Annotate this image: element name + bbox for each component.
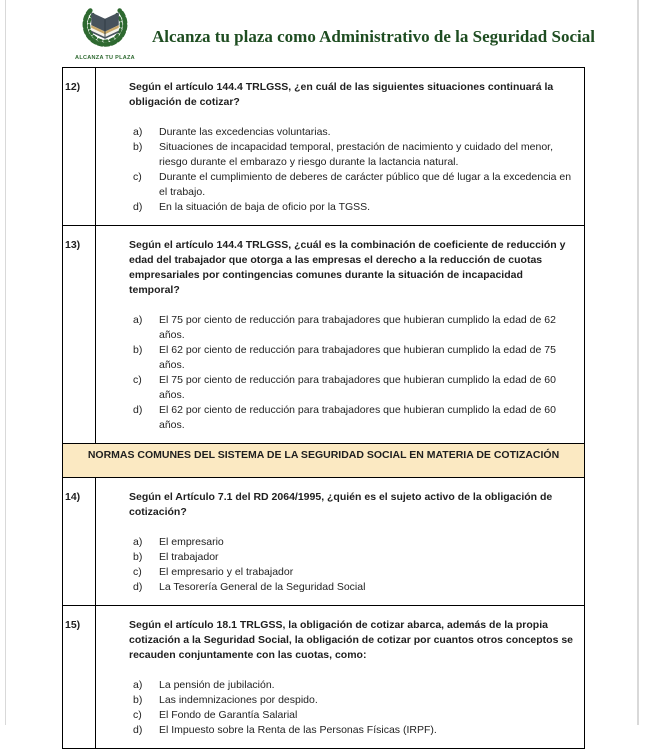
question-cell	[96, 606, 585, 749]
options-list	[129, 125, 576, 215]
options-list	[129, 313, 576, 433]
page-left-edge	[5, 0, 6, 725]
option-row	[133, 403, 576, 433]
option-row	[133, 373, 576, 403]
option-text: El empresario	[159, 536, 224, 548]
option-row	[133, 343, 576, 373]
option-letter: b)	[133, 141, 143, 153]
option-text: Durante el cumplimiento de deberes de carácter público que dé lugar a la excedencia en el trabajo.	[159, 171, 572, 198]
question-text: Según el artículo 144.4 TRLGSS, ¿cuál es la combinación de coeficiente de reducción y edad del trabajador que otorga a las empresas el derecho a la reducción de cuotas empresariales por contingencias comunes durante la situación de incapacidad temporal?	[129, 239, 566, 296]
question-number: 15)	[63, 606, 96, 749]
option-letter: a)	[133, 679, 143, 691]
option-letter: a)	[133, 126, 143, 138]
option-row	[133, 313, 576, 343]
option-text: Durante las excedencias voluntarias.	[159, 126, 331, 138]
option-row	[133, 580, 576, 595]
option-letter: a)	[133, 536, 143, 548]
option-letter: c)	[133, 374, 142, 386]
option-row	[133, 535, 576, 550]
question-text: Según el artículo 18.1 TRLGSS, la obligación de cotizar abarca, además de la propia cotización a la Seguridad Social, la obligación de cotizar por cuantos otros conceptos se recauden conjuntamente con las cuotas, como:	[129, 619, 574, 661]
document-title: Alcanza tu plaza como Administrativo de la Seguridad Social	[152, 27, 595, 46]
question-row	[63, 226, 585, 444]
question-number: 12)	[63, 68, 96, 226]
option-letter: b)	[133, 694, 143, 706]
option-text: El Impuesto sobre la Renta de las Personas Físicas (IRPF).	[159, 724, 437, 736]
question-table	[62, 67, 585, 749]
question-number: 14)	[63, 478, 96, 606]
option-text: El 75 por ciento de reducción para trabajadores que hubieran cumplido la edad de 62 años.	[159, 314, 556, 341]
option-row	[133, 140, 576, 170]
option-letter: c)	[133, 709, 142, 721]
question-row	[63, 68, 585, 226]
option-text: El empresario y el trabajador	[159, 566, 294, 578]
option-letter: c)	[133, 566, 142, 578]
option-letter: b)	[133, 551, 143, 563]
option-text: El 62 por ciento de reducción para trabajadores que hubieran cumplido la edad de 60 años.	[159, 404, 556, 431]
option-row	[133, 693, 576, 708]
option-letter: d)	[133, 724, 143, 736]
option-text: Situaciones de incapacidad temporal, prestación de nacimiento y cuidado del menor, riesgo durante el embarazo y riesgo durante la lactancia natural.	[159, 141, 553, 168]
option-text: El trabajador	[159, 551, 219, 563]
laurel-book-icon	[75, 5, 135, 49]
question-cell	[96, 68, 585, 226]
page-right-edge	[637, 0, 639, 725]
option-text: La pensión de jubilación.	[159, 679, 275, 691]
logo	[70, 5, 140, 61]
option-row	[133, 125, 576, 140]
option-letter: d)	[133, 581, 143, 593]
option-text: Las indemnizaciones por despido.	[159, 694, 318, 706]
option-letter: c)	[133, 171, 142, 183]
option-letter: a)	[133, 314, 143, 326]
option-text: El 75 por ciento de reducción para trabajadores que hubieran cumplido la edad de 60 años.	[159, 374, 556, 401]
question-row	[63, 478, 585, 606]
option-letter: b)	[133, 344, 143, 356]
section-row	[63, 444, 585, 478]
question-row	[63, 606, 585, 749]
option-row	[133, 723, 576, 738]
option-text: La Tesorería General de la Seguridad Social	[159, 581, 366, 593]
option-text: El Fondo de Garantía Salarial	[159, 709, 298, 721]
quiz-table-body	[63, 68, 585, 749]
options-list	[129, 535, 576, 595]
option-letter: d)	[133, 404, 143, 416]
question-text: Según el artículo 144.4 TRLGSS, ¿en cuál de las siguientes situaciones continuará la obligación de cotizar?	[129, 81, 554, 108]
section-header: NORMAS COMUNES DEL SISTEMA DE LA SEGURIDAD SOCIAL EN MATERIA DE COTIZACIÓN	[63, 444, 585, 478]
option-row	[133, 565, 576, 580]
option-letter: d)	[133, 201, 143, 213]
question-cell	[96, 478, 585, 606]
option-text: En la situación de baja de oficio por la TGSS.	[159, 201, 371, 213]
option-row	[133, 678, 576, 693]
option-text: El 62 por ciento de reducción para trabajadores que hubieran cumplido la edad de 75 años.	[159, 344, 556, 371]
options-list	[129, 678, 576, 738]
question-cell	[96, 226, 585, 444]
option-row	[133, 200, 576, 215]
question-number: 13)	[63, 226, 96, 444]
option-row	[133, 550, 576, 565]
option-row	[133, 708, 576, 723]
logo-caption: ALCANZA TU PLAZA	[75, 55, 135, 61]
option-row	[133, 170, 576, 200]
question-text: Según el Artículo 7.1 del RD 2064/1995, ¿quién es el sujeto activo de la obligación de cotización?	[129, 491, 553, 518]
